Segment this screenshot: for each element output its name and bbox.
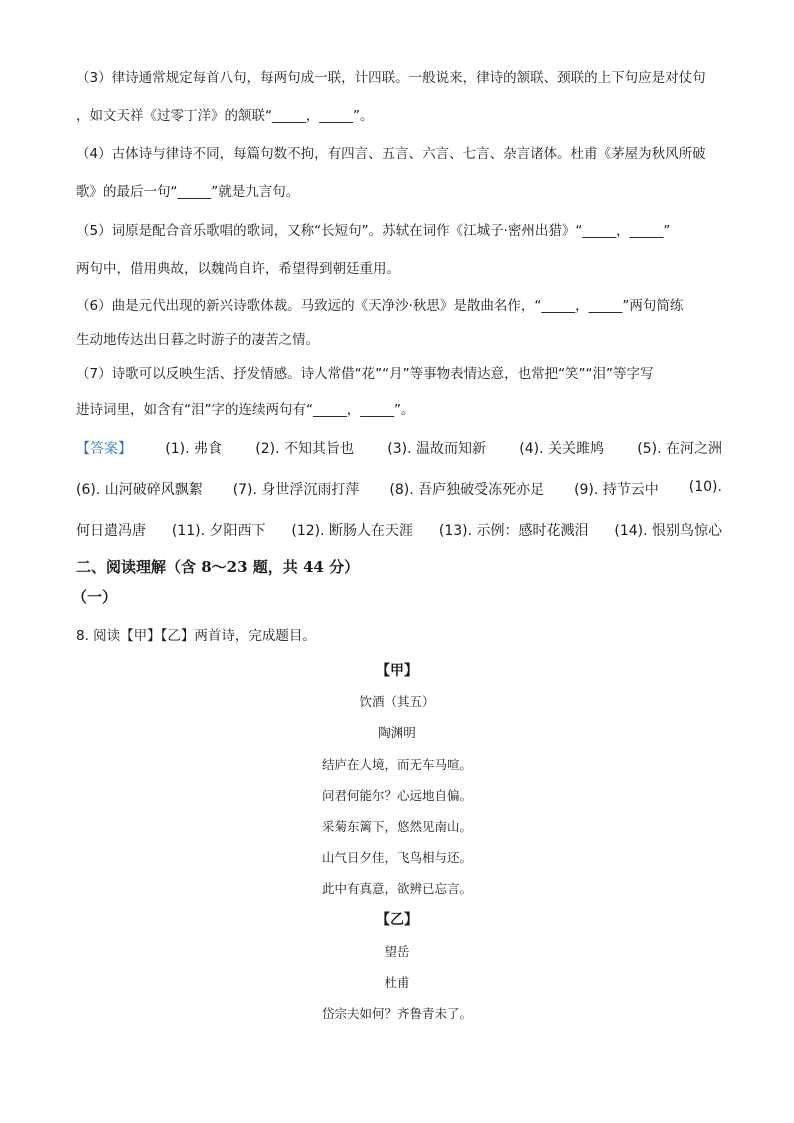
q6-line-1: （6）曲是元代出现的新兴诗歌体裁。马致远的《天净沙·秋思》是散曲名作，“_____，_____”两句简练	[76, 298, 684, 314]
q5-line-1: （5）词原是配合音乐歌唱的歌词，又称“长短句”。苏轼在词作《江城子·密州出猎》“_____，_____”	[76, 223, 671, 239]
answer-row-3	[76, 520, 722, 540]
poem-line: 山气日夕佳，飞鸟相与还。	[321, 850, 472, 865]
answer-item: (3). 温故而知新	[387, 441, 486, 457]
answer-item: (2). 不知其旨也	[255, 441, 354, 457]
q6-line-2: 生动地传达出日暮之时游子的凄苦之情。	[76, 332, 319, 348]
answer-item: (13). 示例：感时花溅泪	[438, 523, 589, 539]
answer-item: (10).	[688, 479, 722, 495]
poem-b-mark: 【乙】	[376, 912, 418, 928]
poem-line: 采菊东篱下，悠然见南山。	[321, 819, 472, 834]
poem-line: 结庐在人境，而无车马喧。	[321, 757, 472, 772]
poem-b-author: 杜甫	[384, 975, 410, 990]
q5-line-2: 两句中，借用典故，以魏尚自许，希望得到朝廷重用。	[76, 261, 400, 277]
answer-item: (5). 在河之洲	[637, 441, 722, 457]
answer-item: (4). 关关雎鸠	[519, 441, 604, 457]
answer-row-1	[76, 438, 722, 458]
poem-line: 此中有真意，欲辨已忘言。	[321, 881, 472, 896]
q3-line-2: ，如文天祥《过零丁洋》的颔联“_____，_____”。	[76, 108, 374, 124]
poem-line: 岱宗夫如何？齐鲁青未了。	[321, 1006, 472, 1021]
poem-line: 问君何能尔？心远地自偏。	[321, 788, 472, 803]
answer-item: (12). 断肠人在天涯	[291, 523, 413, 539]
section-title: 二、阅读理解（含 8～23 题，共 44 分）	[76, 558, 360, 576]
q3-line-1: （3）律诗通常规定每首八句，每两句成一联，计四联。一般说来，律诗的颔联、颈联的上下句应是对仗句	[76, 70, 706, 86]
q8-prompt: 8. 阅读【甲】【乙】两首诗，完成题目。	[76, 628, 316, 644]
answer-label: 【答案】	[76, 441, 132, 457]
answer-item: (14). 恨别鸟惊心	[614, 523, 722, 539]
q7-line-1: （7）诗歌可以反映生活、抒发情感。诗人常借“花”“月”等事物表情达意，也常把“笑”“泪”等字写	[76, 366, 654, 382]
answer-item: 何日遣冯唐	[76, 523, 146, 539]
poem-b-title: 望岳	[384, 944, 410, 959]
section-subtitle: （一）	[72, 588, 118, 606]
answer-item: (6). 山河破碎风飘絮	[76, 482, 203, 498]
answer-row-2	[76, 479, 722, 499]
answer-item: (1). 弗食	[165, 441, 222, 457]
poem-a-title: 饮酒（其五）	[359, 694, 435, 709]
q4-line-1: （4）古体诗与律诗不同，每篇句数不拘，有四言、五言、六言、七言、杂言诸体。杜甫《茅屋为秋风所破	[76, 146, 706, 162]
q7-line-2: 进诗词里，如含有“泪”字的连续两句有“_____，_____”。	[76, 402, 415, 418]
answer-item: (11). 夕阳西下	[171, 523, 266, 539]
poem-a-author: 陶渊明	[378, 725, 416, 740]
answer-item: (7). 身世浮沉雨打萍	[232, 482, 360, 498]
poem-a-mark: 【甲】	[376, 663, 418, 679]
answer-item: (8). 吾庐独破受冻死亦足	[389, 482, 545, 498]
answer-item: (9). 持节云中	[574, 482, 659, 498]
q4-line-2: 歌》的最后一句“_____”就是九言句。	[76, 184, 300, 200]
